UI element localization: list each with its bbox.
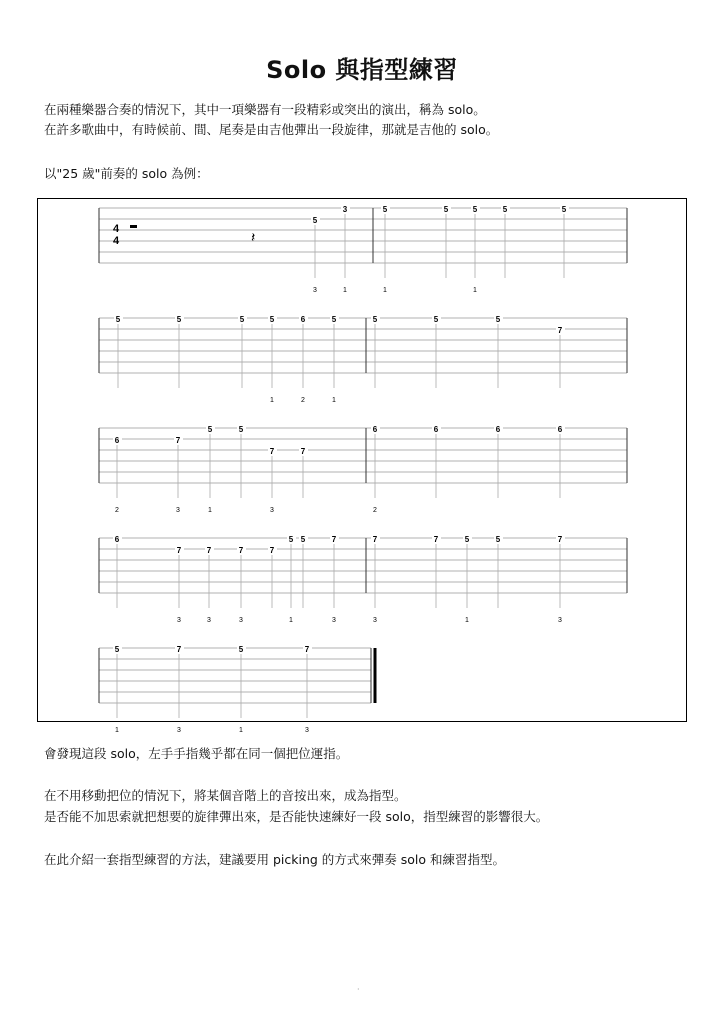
fret-number: 5 — [372, 315, 378, 324]
fret-number: 5 — [443, 205, 449, 214]
finger-number: 3 — [332, 617, 336, 624]
fret-number: 6 — [300, 315, 306, 324]
fret-number: 5 — [561, 205, 567, 214]
intro-line-1: 在兩種樂器合奏的情況下，其中一項樂器有一段精彩或突出的演出，稱為 solo。 — [44, 102, 486, 117]
time-signature-top: 4 — [113, 223, 120, 235]
fret-number: 5 — [300, 535, 306, 544]
fret-number: 7 — [269, 447, 275, 456]
fret-number: 7 — [331, 535, 337, 544]
fret-number: 5 — [288, 535, 294, 544]
finger-number: 1 — [343, 287, 347, 294]
finger-number: 3 — [373, 617, 377, 624]
finger-number: 3 — [177, 617, 181, 624]
finger-number: 1 — [473, 287, 477, 294]
finger-number: 1 — [208, 507, 212, 514]
finger-number: 1 — [332, 397, 336, 404]
fret-number: 5 — [238, 645, 244, 654]
outro-line-4: 在此介紹一套指型練習的方法，建議要用 picking 的方式來彈奏 solo 和練習指型。 — [44, 852, 506, 867]
fret-number: 7 — [175, 436, 181, 445]
fret-number: 5 — [239, 315, 245, 324]
finger-number: 3 — [270, 507, 274, 514]
fret-number: 5 — [495, 315, 501, 324]
fret-number: 5 — [176, 315, 182, 324]
finger-number: 1 — [289, 617, 293, 624]
fret-number: 7 — [269, 546, 275, 555]
finger-number: 3 — [207, 617, 211, 624]
fret-number: 6 — [557, 425, 563, 434]
finger-number: 1 — [115, 727, 119, 734]
fret-number: 5 — [115, 315, 121, 324]
fret-number: 6 — [372, 425, 378, 434]
fret-number: 5 — [502, 205, 508, 214]
finger-number: 2 — [373, 507, 377, 514]
fret-number: 5 — [207, 425, 213, 434]
finger-number: 3 — [177, 727, 181, 734]
finger-number: 3 — [239, 617, 243, 624]
finger-number: 2 — [115, 507, 119, 514]
finger-number: 3 — [313, 287, 317, 294]
whole-rest — [130, 225, 137, 228]
fret-number: 5 — [312, 216, 318, 225]
finger-number: 2 — [301, 397, 305, 404]
intro-line-2: 在許多歌曲中，有時候前、間、尾奏是由吉他彈出一段旋律，那就是吉他的 solo。 — [44, 122, 499, 137]
fret-number: 7 — [300, 447, 306, 456]
fret-number: 5 — [114, 645, 120, 654]
fret-number: 7 — [238, 546, 244, 555]
outro-line-3: 是否能不加思索就把想要的旋律彈出來，是否能快速練好一段 solo，指型練習的影響很大。 — [44, 809, 549, 824]
fret-number: 5 — [464, 535, 470, 544]
fret-number: 5 — [238, 425, 244, 434]
fret-number: 7 — [176, 645, 182, 654]
quarter-rest: 𝄽 — [251, 230, 256, 246]
time-signature-bottom: 4 — [113, 235, 120, 247]
fret-number: 5 — [495, 535, 501, 544]
fret-number: 3 — [342, 205, 348, 214]
finger-number: 3 — [305, 727, 309, 734]
fret-number: 7 — [372, 535, 378, 544]
finger-number: 1 — [270, 397, 274, 404]
fret-number: 6 — [433, 425, 439, 434]
fret-number: 5 — [433, 315, 439, 324]
fret-number: 5 — [472, 205, 478, 214]
fret-number: 5 — [382, 205, 388, 214]
outro-line-2: 在不用移動把位的情況下，將某個音階上的音按出來，成為指型。 — [44, 788, 407, 803]
fret-number: 7 — [557, 326, 563, 335]
finger-number: 3 — [558, 617, 562, 624]
fret-number: 6 — [114, 535, 120, 544]
fret-number: 7 — [206, 546, 212, 555]
finger-number: 1 — [465, 617, 469, 624]
fret-number: 6 — [114, 436, 120, 445]
fret-number: 5 — [269, 315, 275, 324]
finger-number: 3 — [176, 507, 180, 514]
guitar-tablature — [37, 198, 687, 734]
fret-number: 5 — [331, 315, 337, 324]
fret-number: 7 — [176, 546, 182, 555]
example-caption: 以"25 歲"前奏的 solo 為例： — [44, 166, 209, 181]
page-title: Solo 與指型練習 — [266, 56, 458, 84]
fret-number: 7 — [433, 535, 439, 544]
finger-number: 1 — [239, 727, 243, 734]
outro-line-1: 會發現這段 solo，左手手指幾乎都在同一個把位運指。 — [44, 746, 349, 761]
footer-dot: · — [357, 985, 360, 994]
finger-number: 1 — [383, 287, 387, 294]
fret-number: 6 — [495, 425, 501, 434]
fret-number: 7 — [557, 535, 563, 544]
fret-number: 7 — [304, 645, 310, 654]
